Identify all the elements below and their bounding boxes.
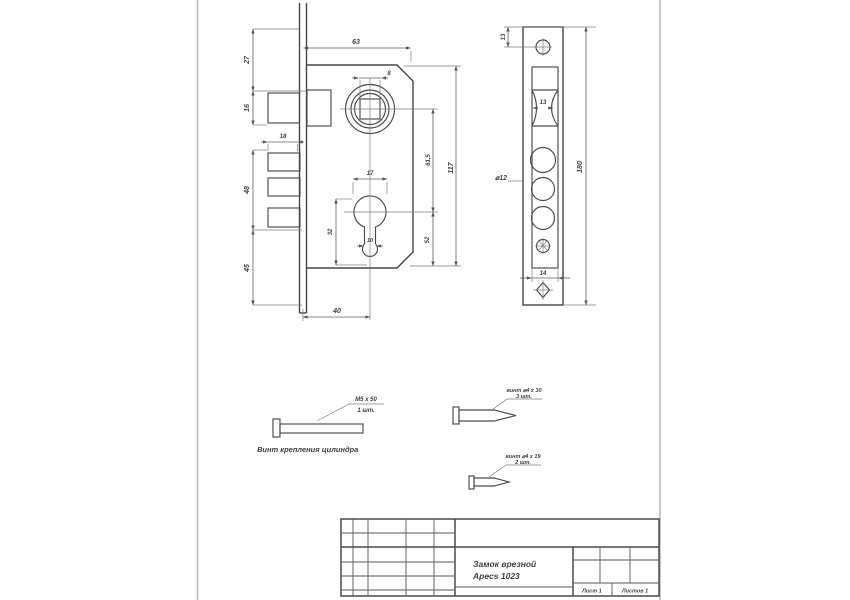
cylinder-screw-caption: Винт крепления цилиндра xyxy=(257,445,359,454)
dim-square-hole: 8 xyxy=(387,71,391,77)
middle-screw-hole xyxy=(535,238,551,254)
front-view xyxy=(244,3,461,321)
screw-offset-dim xyxy=(501,27,535,47)
latch-roller xyxy=(532,90,558,126)
dim-bolt-width: 18 xyxy=(279,134,287,140)
hardware-items xyxy=(257,388,542,489)
sheet-borders xyxy=(198,0,661,600)
strike-screw-qty: 2 шт. xyxy=(515,460,531,466)
cylinder-screw xyxy=(257,397,384,454)
strike-screw-spec: винт ⌀4 х 19 xyxy=(505,454,541,460)
dim-hub-to-cylinder: 61,5 xyxy=(426,154,432,166)
dim-body-height: 117 xyxy=(448,162,455,174)
product-name-line1: Замок врезной xyxy=(473,559,537,569)
mount-screw-qty: 3 шт. xyxy=(516,394,532,400)
mount-screw-spec: винт ⌀4 х 30 xyxy=(506,388,542,394)
dim-roller-width: 13 xyxy=(539,100,547,106)
dim-latch-height: 16 xyxy=(244,104,251,112)
dim-bottom-span: 45 xyxy=(244,264,251,272)
top-screw-hole xyxy=(534,38,552,56)
cylinder-screw-spec: М5 х 50 xyxy=(355,397,377,403)
dim-screw-offset: 13 xyxy=(501,33,507,41)
product-name-line2: Apecs 1023 xyxy=(473,571,520,581)
side-view xyxy=(495,27,596,305)
front-view-dimensions xyxy=(244,29,461,321)
strike-screw xyxy=(469,454,541,489)
dim-slot-width: 14 xyxy=(539,271,547,277)
dim-cylinder-height: 32 xyxy=(328,228,334,236)
bottom-screw-hole xyxy=(533,280,553,300)
dim-bolt-span: 48 xyxy=(244,186,251,194)
centerlines xyxy=(340,78,438,320)
pin-holes xyxy=(531,148,556,230)
dim-top-offset: 27 xyxy=(244,56,251,64)
dim-backset: 40 xyxy=(333,308,341,315)
dim-lower-segment: 52 xyxy=(425,236,431,244)
deadbolt-pins xyxy=(268,153,300,227)
sheets-total: Листов 1 xyxy=(621,588,649,595)
mount-screw xyxy=(453,388,542,424)
cylinder-screw-qty: 1 шт. xyxy=(357,408,375,414)
plate-length-dim xyxy=(504,27,596,305)
hole-diameter-callout xyxy=(495,175,523,182)
sheet-number: Лист 1 xyxy=(582,588,602,595)
dim-stem-width: 10 xyxy=(366,238,374,244)
dim-cylinder-width: 17 xyxy=(366,171,374,177)
dim-body-width: 63 xyxy=(352,39,360,46)
faceplate-front xyxy=(523,27,563,305)
dim-hole-diameter: ⌀12 xyxy=(494,175,507,182)
latch-bolt xyxy=(268,90,331,126)
dim-plate-length: 180 xyxy=(577,161,584,173)
title-block xyxy=(341,519,659,596)
